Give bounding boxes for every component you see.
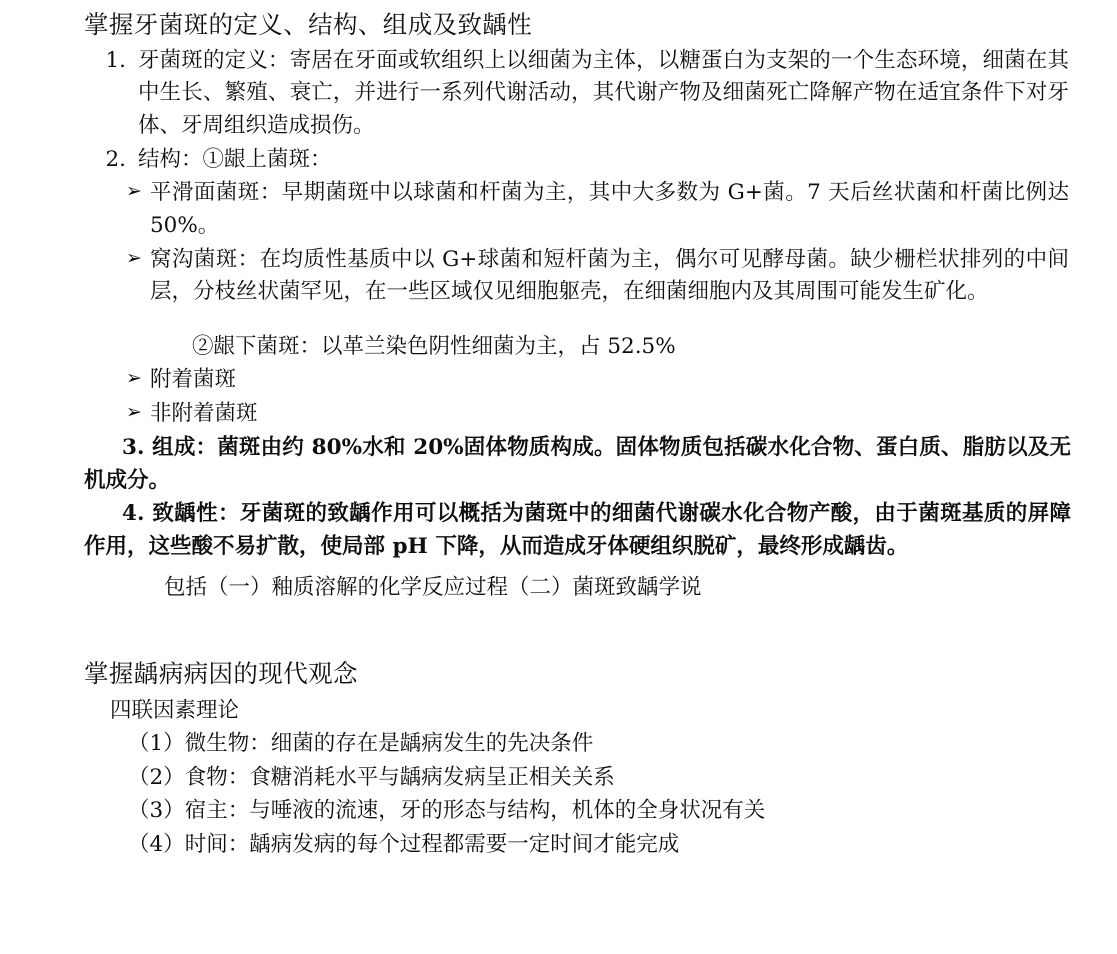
- section-divider-space: [84, 605, 1073, 657]
- list-item-text: 附着菌斑: [150, 367, 237, 393]
- arrow-bullet-icon: ➢: [126, 401, 142, 423]
- section-2-heading: 掌握龋病病因的现代观念: [84, 658, 358, 688]
- list-item-marker: （4）: [128, 831, 185, 857]
- list-item: [84, 828, 1073, 862]
- subgingival-plaque-note: ②龈下菌斑：以革兰染色阴性细菌为主，占 52.5%: [192, 333, 676, 359]
- list-item-text: 窝沟菌斑：在均质性基质中以 G+球菌和短杆菌为主，偶尔可见酵母菌。缺少栅栏状排列的中间层，分枝丝状菌罕见，在一些区域仅见细胞躯壳，在细菌细胞内及其周围可能发生矿化。: [150, 246, 1069, 305]
- section-1-numbered-list: [84, 45, 1073, 177]
- list-item-text: 时间：龋病发病的每个过程都需要一定时间才能完成: [184, 831, 680, 857]
- arrow-bullet-icon: ➢: [126, 246, 142, 269]
- list-item: [84, 794, 1073, 828]
- list-item: [84, 144, 1073, 177]
- section-2-subheading: 四联因素理论: [110, 697, 240, 723]
- paragraph-marker: 4.: [122, 501, 145, 527]
- list-item-text: 非附着菌斑: [150, 401, 258, 426]
- paragraph-marker: 3.: [122, 434, 145, 460]
- list-item-text: 食物：食糖消耗水平与龋病发病呈正相关关系: [184, 764, 615, 790]
- list-item-text: 平滑面菌斑：早期菌斑中以球菌和杆菌为主，其中大多数为 G+菌。7 天后丝状菌和杆菌比例达 50%。: [150, 180, 1069, 239]
- list-item-text: 牙菌斑的定义：寄居在牙面或软组织上以细菌为主体，以糖蛋白为支架的一个生态环境，细菌在其中生长、繁殖、衰亡，并进行一系列代谢活动，其代谢产物及细菌死亡降解产物在适宜条件下对牙体、牙周组织造成损伤。: [138, 47, 1069, 139]
- list-item: [84, 244, 1073, 309]
- arrow-bullet-icon: ➢: [126, 180, 142, 203]
- list-item-text: 结构：①龈上菌斑：: [138, 146, 332, 172]
- list-item-text: 宿主：与唾液的流速，牙的形态与结构，机体的全身状况有关: [184, 798, 766, 824]
- composition-paragraph: [84, 432, 1073, 498]
- list-item: [84, 727, 1073, 761]
- list-item-marker: （3）: [128, 798, 185, 824]
- list-item-marker: （2）: [128, 764, 185, 790]
- list-item: [84, 364, 1073, 397]
- list-item: [84, 398, 1073, 431]
- list-item-marker: （1）: [128, 731, 185, 757]
- cariogenicity-paragraph: [84, 498, 1073, 564]
- list-item-text: 微生物：细菌的存在是龋病发生的先决条件: [184, 731, 594, 757]
- list-item: [84, 761, 1073, 795]
- paragraph-text: 致龋性：牙菌斑的致龋作用可以概括为菌斑中的细菌代谢碳水化合物产酸，由于菌斑基质的屏障作用，这些酸不易扩散，使局部 pH 下降，从而造成牙体硬组织脱矿，最终形成龋齿。: [84, 501, 1071, 560]
- list-item: [84, 45, 1073, 143]
- section-1-heading: 掌握牙菌斑的定义、结构、组成及致龋性: [84, 10, 533, 39]
- arrow-bullet-icon: ➢: [126, 367, 142, 390]
- list-item-marker: 2.: [105, 146, 126, 172]
- section-1-arrow-list-lower: [84, 364, 1073, 430]
- list-item: [84, 177, 1073, 242]
- list-item-marker: 1.: [105, 47, 126, 73]
- paragraph-text: 组成：菌斑由约 80%水和 20%固体物质构成。固体物质包括碳水化合物、蛋白质、脂肪以及无机成分。: [84, 434, 1071, 493]
- section-1-closing-note: 包括（一）釉质溶解的化学反应过程（二）菌斑致龋学说: [164, 575, 702, 601]
- section-1-arrow-list-upper: [84, 177, 1073, 309]
